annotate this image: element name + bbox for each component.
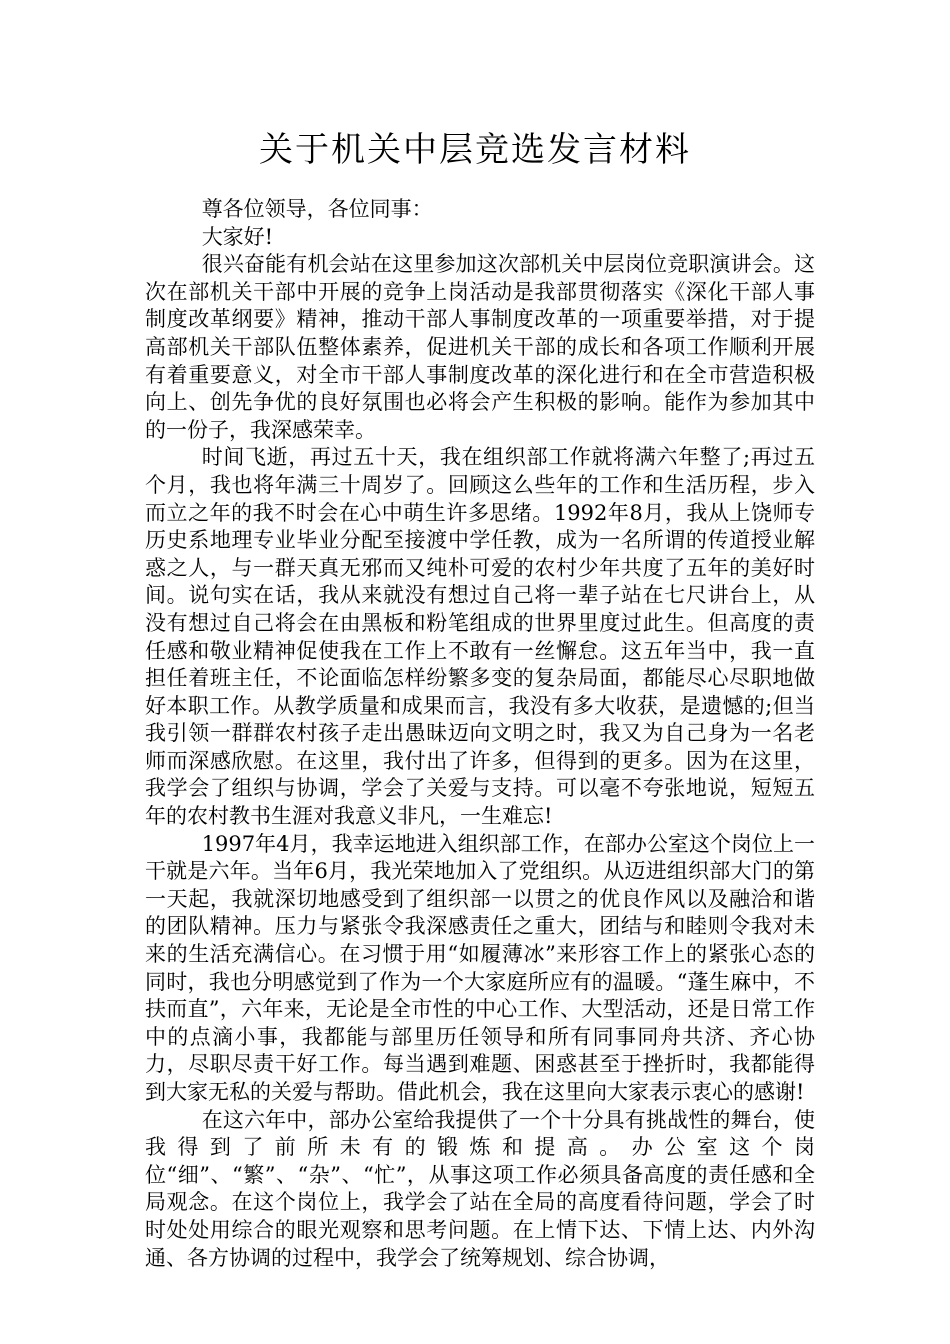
body-paragraph-2: 时间飞逝，再过五十天，我在组织部工作就将满六年整了;再过五个月，我也将年满三十周岁了。回顾这么些年的工作和生活历程，步入而立之年的我不时会在心中萌生许多思绪。1992年8月，我从上饶师专历史系地理专业毕业分配至接渡中学任教，成为一名所谓的传道授业解惑之人，与一群天真无邪而又纯朴可爱的农村少年共度了五年的美好时间。说句实在话，我从来就没有想过自己将一辈子站在七尺讲台上，从没有想过自己将会在由黑板和粉笔组成的世界里度过此生。但高度的责任感和敬业精神促使我在工作上不敢有一丝懈怠。这五年当中，我一直担任着班主任，不论面临怎样纷繁多变的复杂局面，都能尽心尽职地做好本职工作。从教学质量和成果而言，我没有多大收获，是遗憾的;但当我引领一群群农村孩子走出愚昧迈向文明之时，我又为自己身为一名老师而深感欣慰。在这里，我付出了许多，但得到的更多。因为在这里，我学会了组织与协调，学会了关爱与支持。可以毫不夸张地说，短短五年的农村教书生涯对我意义非凡，一生难忘! xyxy=(145,445,815,829)
salutation: 尊各位领导，各位同事： xyxy=(201,197,433,221)
body-paragraph-1: 很兴奋能有机会站在这里参加这次部机关中层岗位竞职演讲会。这次在部机关干部中开展的竞争上岗活动是我部贯彻落实《深化干部人事制度改革纲要》精神，推动干部人事制度改革的一项重要举措，对于提高部机关干部队伍整体素养，促进机关干部的成长和各项工作顺利开展有着重要意义，对全市干部人事制度改革的深化进行和在全市营造积极向上、创先争优的良好氛围也必将会产生积极的影响。能作为参加其中的一份子，我深感荣幸。 xyxy=(145,252,815,442)
greeting: 大家好! xyxy=(201,224,274,249)
document-body xyxy=(145,196,815,1272)
body-paragraph-3: 1997年4月，我幸运地进入组织部工作，在部办公室这个岗位上一干就是六年。当年6月，我光荣地加入了党组织。从迈进组织部大门的第一天起，我就深切地感受到了组织部一以贯之的优良作风以及融洽和谐的团队精神。压力与紧张令我深感责任之重大，团结与和睦则令我对未来的生活充满信心。在习惯于用“如履薄冰”来形容工作上的紧张心态的同时，我也分明感觉到了作为一个大家庭所应有的温暖。“蓬生麻中，不扶而直”，六年来，无论是全市性的中心工作、大型活动，还是日常工作中的点滴小事，我都能与部里历任领导和所有同事同舟共济、齐心协力，尽职尽责干好工作。每当遇到难题、困惑甚至于挫折时，我都能得到大家无私的关爱与帮助。借此机会，我在这里向大家表示衷心的感谢! xyxy=(145,831,815,1104)
body-paragraph-4: 在这六年中，部办公室给我提供了一个十分具有挑战性的舞台，使我得到了前所未有的锻炼和提高。办公室这个岗位“细”、“繁”、“杂”、“忙”，从事这项工作必须具备高度的责任感和全局观念。在这个岗位上，我学会了站在全局的高度看待问题，学会了时时处处用综合的眼光观察和思考问题。在上情下达、下情上达、内外沟通、各方协调的过程中，我学会了统筹规划、综合协调， xyxy=(145,1107,815,1270)
document-title: 关于机关中层竞选发言材料 xyxy=(259,130,691,170)
